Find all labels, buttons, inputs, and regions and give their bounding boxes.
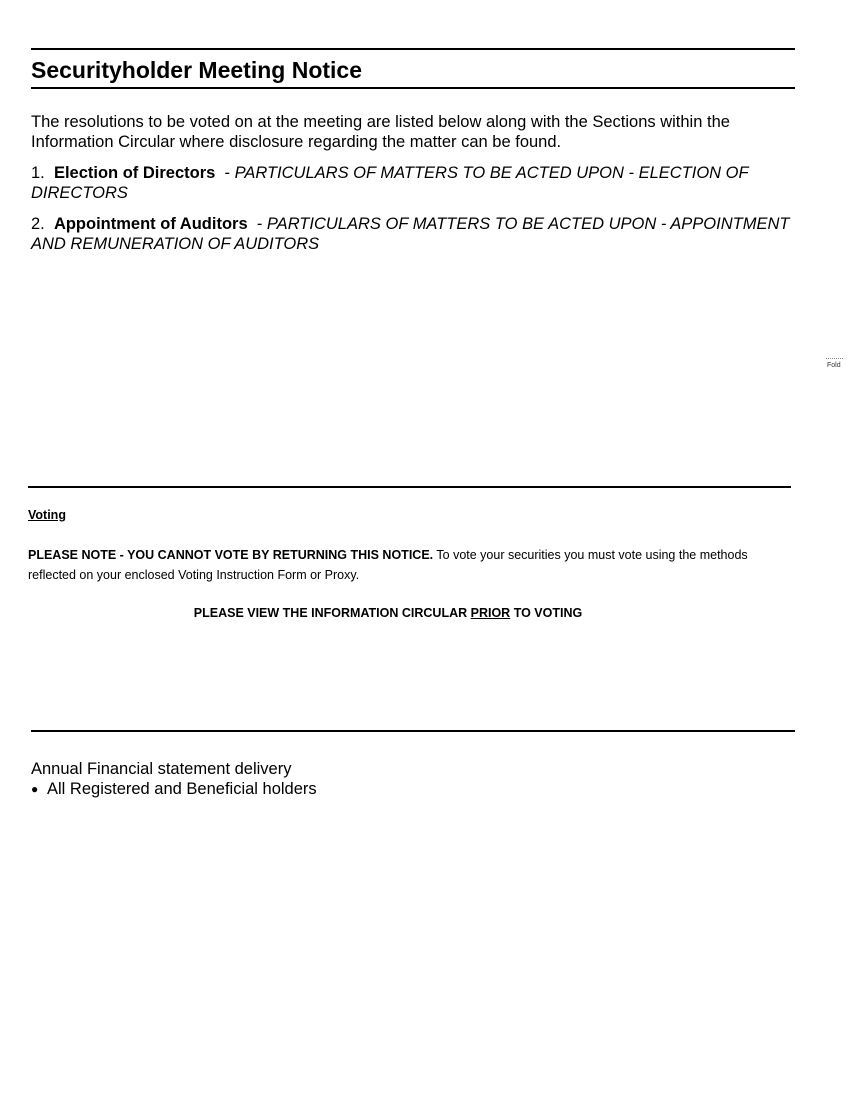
resolution-separator: - xyxy=(219,164,235,182)
voting-heading: Voting xyxy=(28,508,66,522)
delivery-item-text: All Registered and Beneficial holders xyxy=(47,780,317,798)
voting-note xyxy=(28,545,768,585)
resolution-item xyxy=(31,164,791,203)
resolution-label: Appointment of Auditors xyxy=(53,215,248,233)
resolution-section-reference: PARTICULARS OF MATTERS TO BE ACTED UPON - ELECTION OF DIRECTORS xyxy=(31,164,749,202)
voting-section-rule xyxy=(28,486,791,488)
fold-label: Fold xyxy=(827,362,841,369)
intro-paragraph: The resolutions to be voted on at the meeting are listed below along with the Sections within the Information Circular where disclosure regarding the matter can be found. xyxy=(31,113,730,151)
resolution-label: Election of Directors xyxy=(53,164,216,182)
view-circular-emphasis: PRIOR xyxy=(470,606,511,620)
voting-note-instructions: To vote your securities you must vote using the methods reflected on your enclosed Voting Instruction Form or Proxy. xyxy=(28,548,748,582)
resolution-separator: - xyxy=(252,215,267,233)
delivery-title: Annual Financial statement delivery xyxy=(31,760,292,778)
top-rule xyxy=(31,48,795,50)
view-circular-text-before: PLEASE VIEW THE INFORMATION CIRCULAR xyxy=(193,606,471,620)
resolution-number: 1. xyxy=(31,164,45,182)
voting-note-warning: PLEASE NOTE - YOU CANNOT VOTE BY RETURNING THIS NOTICE. xyxy=(28,548,434,562)
view-circular-text-after: TO VOTING xyxy=(510,606,583,620)
fold-line xyxy=(826,358,843,359)
delivery-section-rule xyxy=(31,730,795,732)
bullet-icon: ● xyxy=(31,782,39,796)
list-item xyxy=(31,780,317,800)
title-underline-rule xyxy=(31,87,795,89)
resolution-section-reference: PARTICULARS OF MATTERS TO BE ACTED UPON - APPOINTMENT AND REMUNERATION OF AUDITORS xyxy=(31,215,790,253)
page-title: Securityholder Meeting Notice xyxy=(31,57,363,83)
resolution-item xyxy=(31,215,791,254)
view-circular-notice xyxy=(0,605,776,621)
resolution-number: 2. xyxy=(31,215,45,233)
